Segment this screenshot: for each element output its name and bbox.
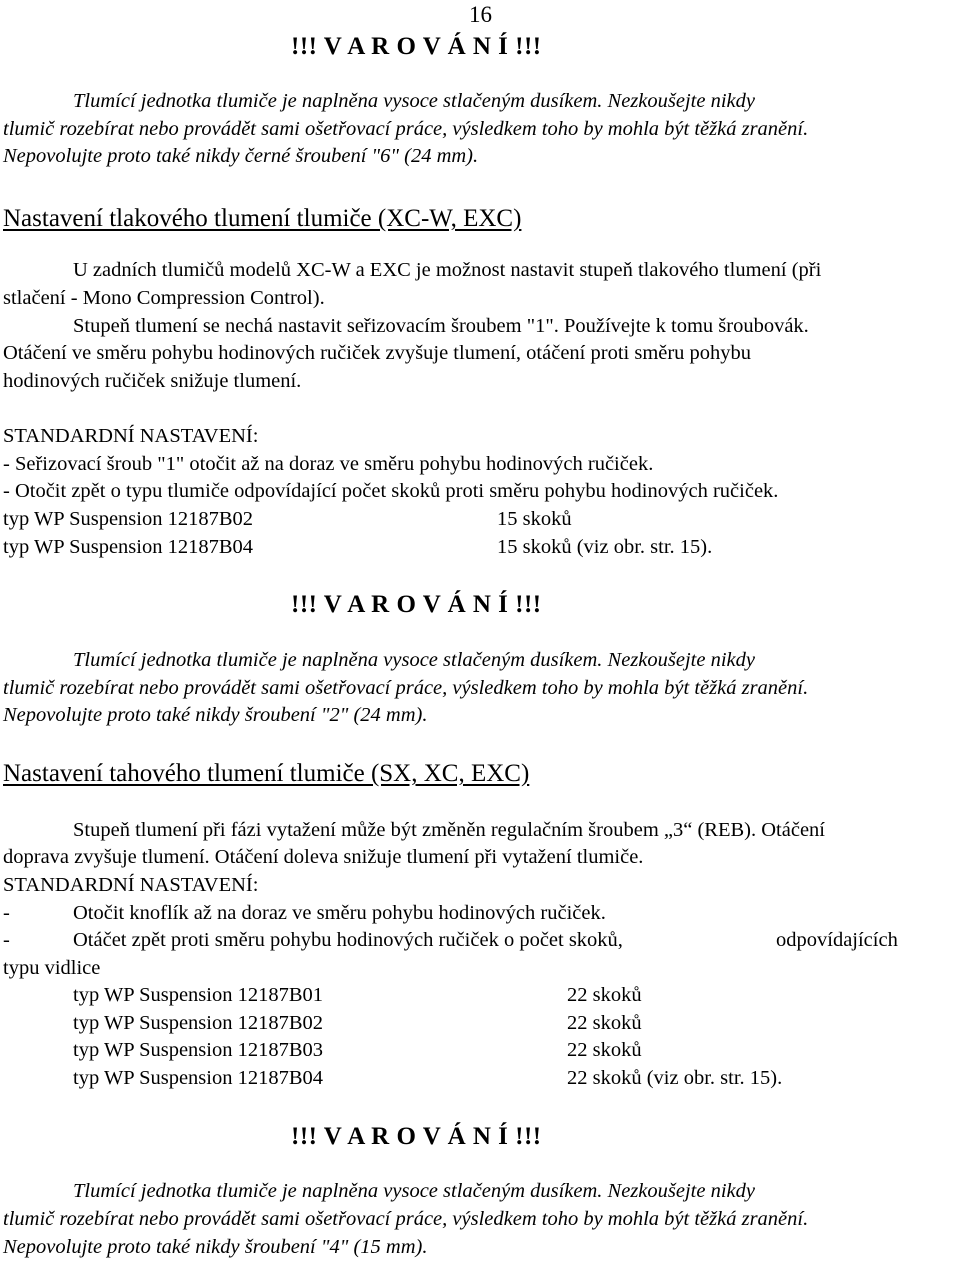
warning-text-line: Tlumící jednotka tlumiče je naplněna vysoce stlačeným dusíkem. Nezkoušejte nikdy (73, 649, 755, 671)
warning-title: !!! V A R O V Á N Í !!! (291, 1123, 542, 1150)
paragraph-line: stlačení - Mono Compression Control). (3, 287, 325, 309)
page-number: 16 (469, 2, 492, 27)
warning-title: !!! V A R O V Á N Í !!! (291, 33, 542, 60)
instruction-line: typu vidlice (3, 957, 101, 979)
warning-text-line: tlumič rozebírat nebo provádět sami ošetřovací práce, výsledkem toho by mohla být těžká zranění. (3, 677, 809, 699)
standard-settings-label: STANDARDNÍ NASTAVENÍ: (3, 874, 259, 896)
table-row-clicks: 22 skoků (567, 984, 642, 1006)
paragraph-line: doprava zvyšuje tlumení. Otáčení doleva snižuje tlumení při vytažení tlumiče. (3, 846, 644, 868)
table-row-clicks: 22 skoků (567, 1012, 642, 1034)
warning-text-line: Tlumící jednotka tlumiče je naplněna vysoce stlačeným dusíkem. Nezkoušejte nikdy (73, 90, 755, 112)
table-row-clicks: 22 skoků (567, 1039, 642, 1061)
instruction-line: - Otočit zpět o typu tlumiče odpovídající počet skoků proti směru pohybu hodinových ručiček. (3, 480, 779, 502)
paragraph-line: Otáčení ve směru pohybu hodinových ručiček zvyšuje tlumení, otáčení proti směru pohybu (3, 342, 752, 364)
warning-text-line: Nepovolujte proto také nikdy šroubení "4" (15 mm). (3, 1236, 428, 1258)
section-heading: Nastavení tlakového tlumení tlumiče (XC-W, EXC) (3, 205, 522, 232)
paragraph-line: Stupeň tlumení se nechá nastavit seřizovacím šroubem "1". Používejte k tomu šroubovák. (73, 315, 809, 337)
warning-title: !!! V A R O V Á N Í !!! (291, 591, 542, 618)
table-row-type: typ WP Suspension 12187B02 (73, 1012, 324, 1034)
paragraph-line: Stupeň tlumení při fázi vytažení může být změněn regulačním šroubem „3“ (REB). Otáčení (73, 819, 825, 841)
warning-text-line: Nepovolujte proto také nikdy černé šroubení "6" (24 mm). (3, 145, 479, 167)
table-row-clicks: 22 skoků (viz obr. str. 15). (567, 1067, 783, 1089)
paragraph-line: hodinových ručiček snižuje tlumení. (3, 370, 302, 392)
warning-text-line: tlumič rozebírat nebo provádět sami ošetřovací práce, výsledkem toho by mohla být těžká zranění. (3, 1208, 809, 1230)
instruction-line: Otočit knoflík až na doraz ve směru pohybu hodinových ručiček. (73, 902, 606, 924)
paragraph-line: U zadních tlumičů modelů XC-W a EXC je možnost nastavit stupeň tlakového tlumení (při (73, 259, 822, 281)
list-dash: - (3, 902, 10, 924)
table-row-type: typ WP Suspension 12187B04 (73, 1067, 324, 1089)
warning-text-line: Tlumící jednotka tlumiče je naplněna vysoce stlačeným dusíkem. Nezkoušejte nikdy (73, 1180, 755, 1202)
list-dash: - (3, 929, 10, 951)
table-row-type: typ WP Suspension 12187B01 (73, 984, 324, 1006)
table-row-clicks: 15 skoků (viz obr. str. 15). (497, 536, 713, 558)
standard-settings-label: STANDARDNÍ NASTAVENÍ: (3, 425, 259, 447)
section-heading: Nastavení tahového tlumení tlumiče (SX, XC, EXC) (3, 760, 530, 787)
instruction-line-end: odpovídajících (776, 929, 898, 951)
table-row-type: typ WP Suspension 12187B02 (3, 508, 254, 530)
warning-text-line: Nepovolujte proto také nikdy šroubení "2" (24 mm). (3, 704, 428, 726)
table-row-type: typ WP Suspension 12187B04 (3, 536, 254, 558)
table-row-clicks: 15 skoků (497, 508, 572, 530)
table-row-type: typ WP Suspension 12187B03 (73, 1039, 324, 1061)
instruction-line: - Seřizovací šroub "1" otočit až na doraz ve směru pohybu hodinových ručiček. (3, 453, 654, 475)
instruction-line: Otáčet zpět proti směru pohybu hodinových ručiček o počet skoků, (73, 929, 623, 951)
warning-text-line: tlumič rozebírat nebo provádět sami ošetřovací práce, výsledkem toho by mohla být těžká zranění. (3, 118, 809, 140)
